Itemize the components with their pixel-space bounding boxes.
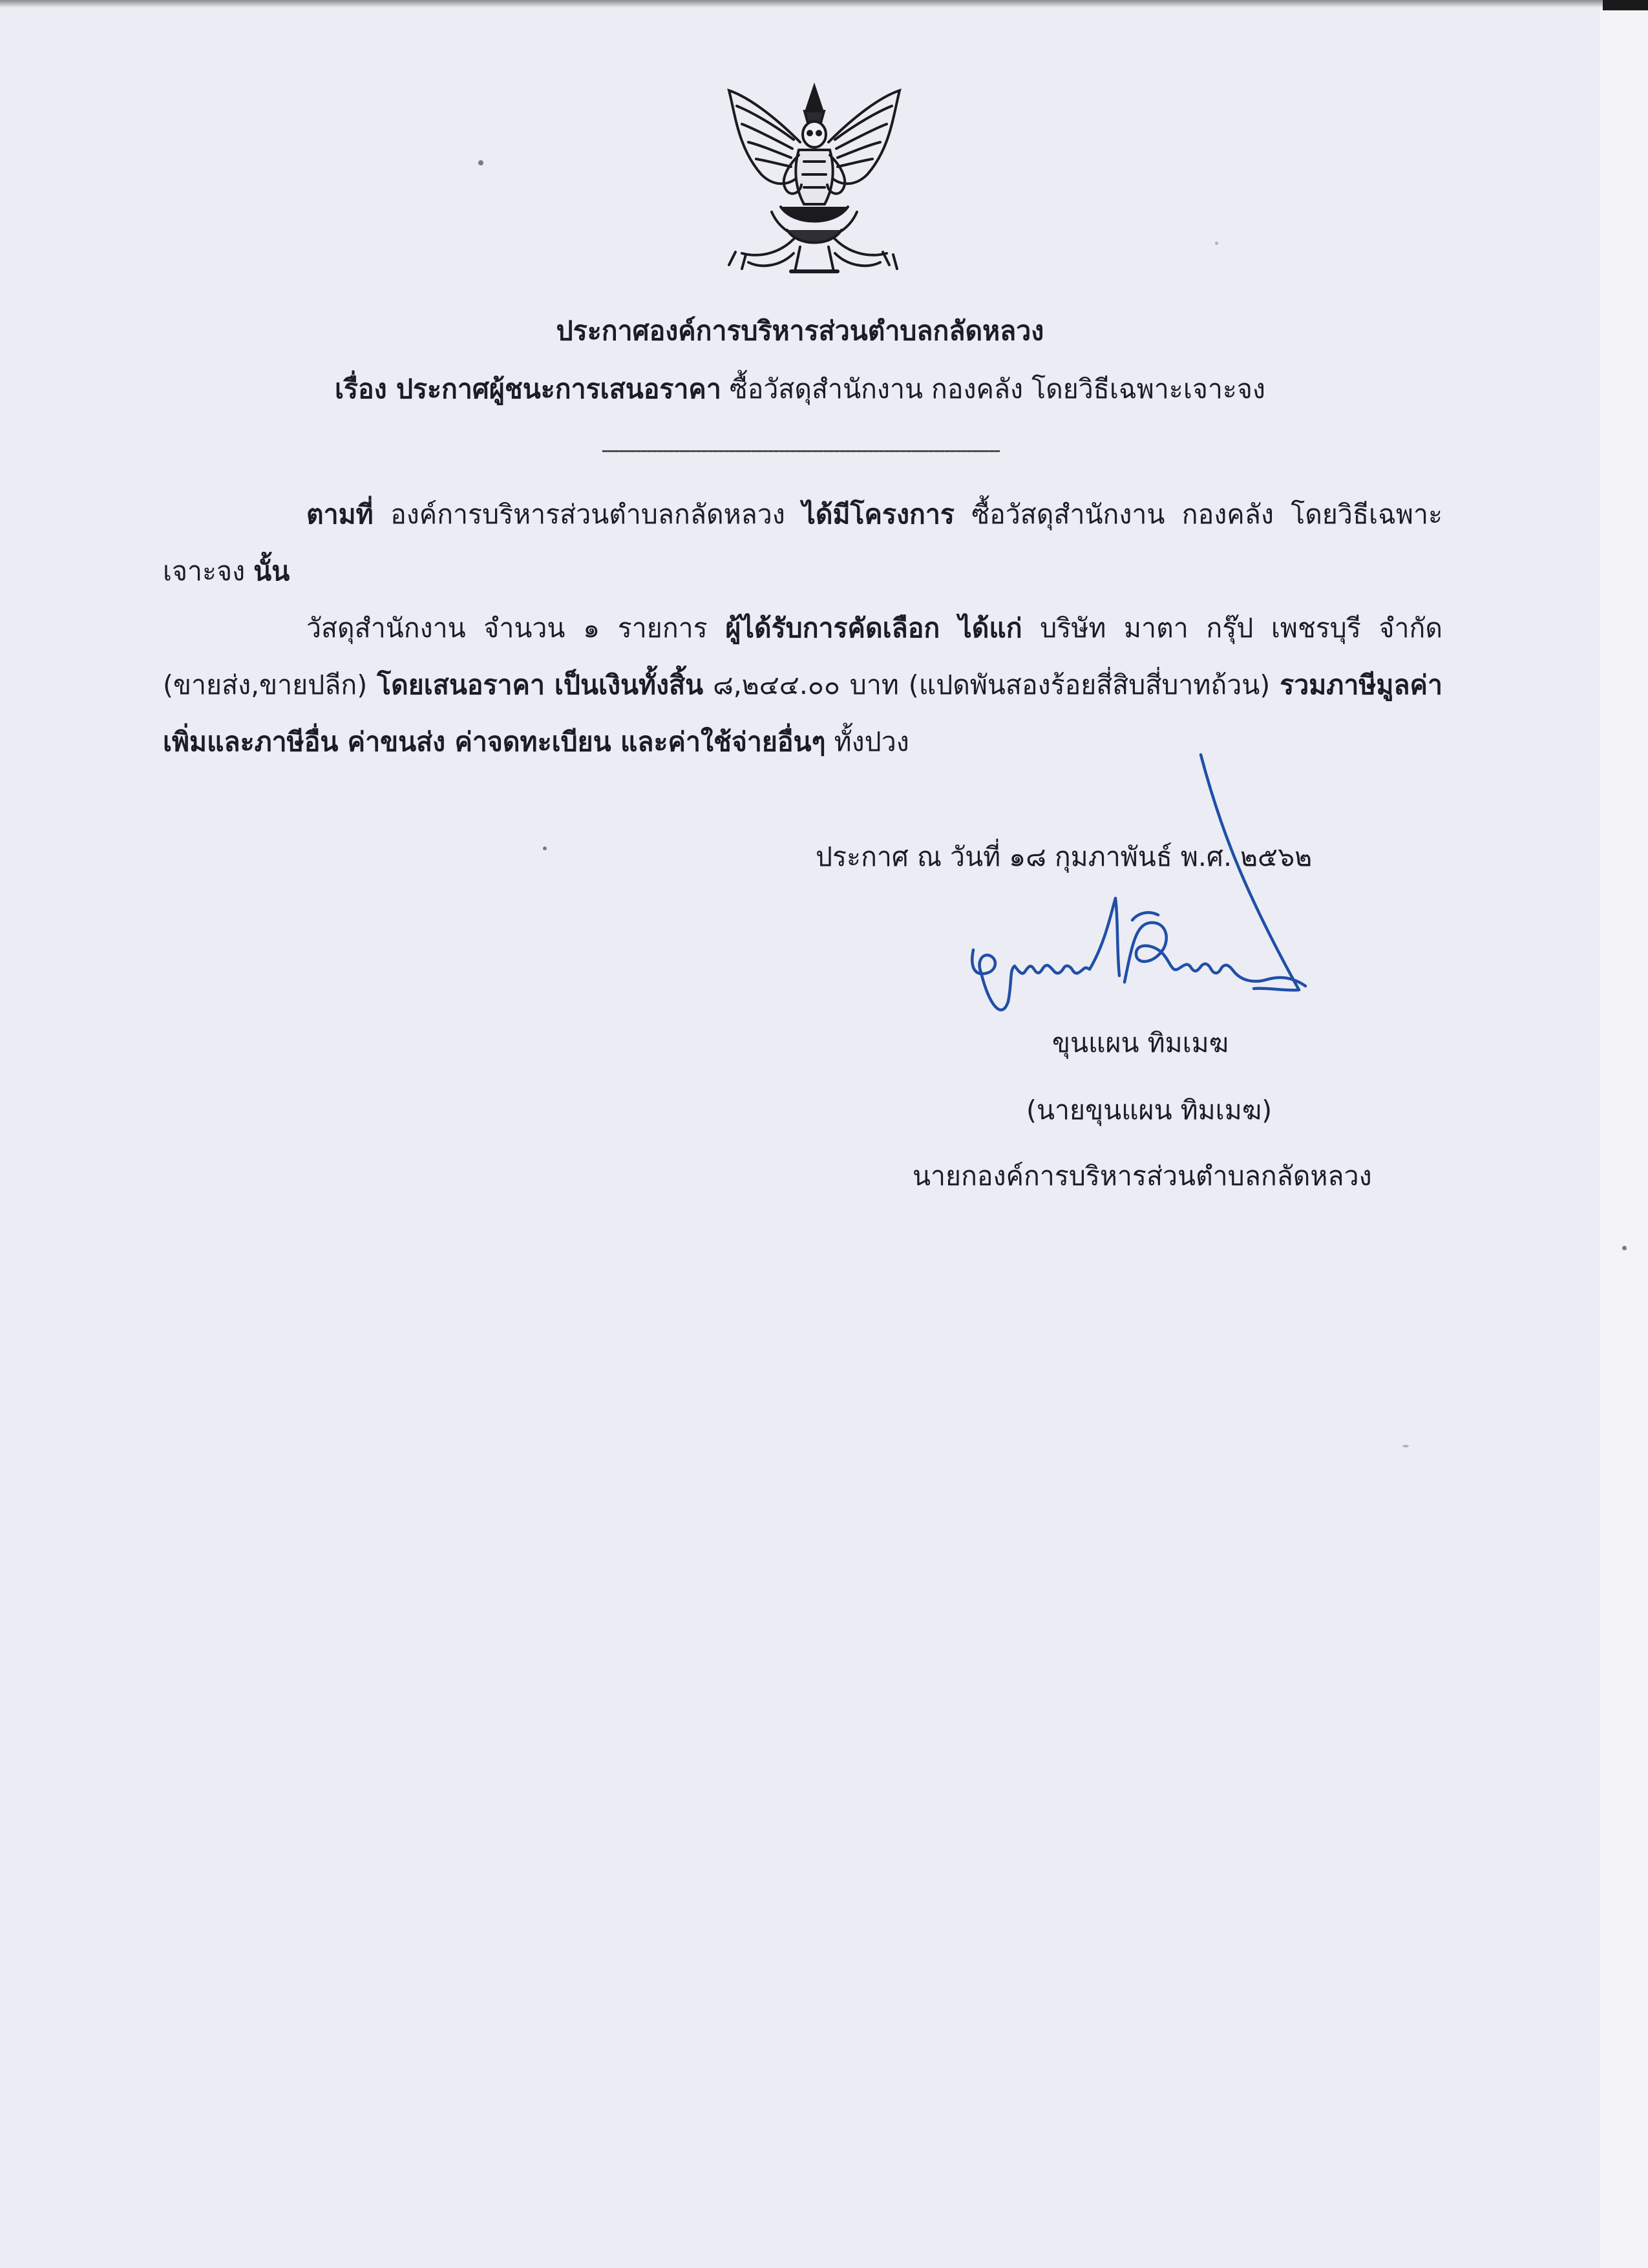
signatory-full-name: (นายขุนแผน ทิมเมฆ)	[1026, 1095, 1273, 1126]
para1-lead: ตามที่	[306, 499, 374, 530]
scan-shadow	[0, 0, 1648, 8]
page-edge	[1600, 0, 1648, 2268]
garuda-emblem-icon	[710, 78, 919, 291]
scan-speck	[1402, 1445, 1409, 1447]
para1-project: ซื้อวัสดุสำนักงาน กองคลัง โดยวิธีเฉพาะเจาะจง	[163, 499, 1442, 587]
paragraph-project	[163, 486, 1442, 600]
para1-has-project: ได้มีโครงการ	[802, 499, 955, 530]
date-label: ประกาศ ณ วันที่	[816, 841, 1001, 872]
subject-label: เรื่อง ประกาศผู้ชนะการเสนอราคา	[335, 373, 721, 404]
para2-tax-label: รวมภาษีมูลค่าเพิ่มและภาษีอื่น ค่าขนส่ง ค่าจดทะเบียน และค่าใช้จ่ายอื่นๆ	[163, 669, 1442, 757]
para2-amount: ๘,๒๔๔.๐๐ บาท (แปดพันสองร้อยสี่สิบสี่บาทถ้วน)	[713, 669, 1271, 700]
para2-end: ทั้งปวง	[834, 726, 909, 757]
para2-selected-label: ผู้ได้รับการคัดเลือก ได้แก่	[725, 613, 1022, 644]
para1-org: องค์การบริหารส่วนตำบลกลัดหลวง	[390, 499, 785, 530]
handwritten-signature	[963, 750, 1325, 1021]
para2-vendor: บริษัท มาตา กรุ๊ป เพชรบุรี จำกัด (ขายส่ง,ขายปลีก)	[163, 613, 1442, 700]
signatory-position: นายกองค์การบริหารส่วนตำบลกลัดหลวง	[913, 1160, 1372, 1192]
scan-speck	[1215, 242, 1218, 245]
signatory-name: ขุนแผน ทิมเมฆ	[1052, 1027, 1229, 1058]
divider-line: ------------------------------------------------------------------------	[601, 437, 999, 462]
para2-item: วัสดุสำนักงาน จำนวน ๑ รายการ	[306, 613, 708, 644]
scan-corner	[1603, 0, 1648, 10]
scan-speck	[478, 160, 483, 165]
para1-end: นั้น	[253, 556, 290, 587]
para2-offer-label: โดยเสนอราคา	[377, 669, 545, 700]
date-value: ๑๘ กุมภาพันธ์ พ.ศ. ๒๕๖๒	[1009, 841, 1313, 872]
para2-total-label: เป็นเงินทั้งสิ้น	[554, 669, 704, 700]
scan-speck	[543, 846, 547, 850]
subject-text: ซื้อวัสดุสำนักงาน กองคลัง โดยวิธีเฉพาะเจาะจง	[729, 373, 1265, 404]
announcement-title: ประกาศองค์การบริหารส่วนตำบลกลัดหลวง	[556, 315, 1044, 346]
announcement-subject	[0, 370, 1600, 408]
scan-speck	[1622, 1246, 1627, 1250]
paragraph-winner	[163, 600, 1442, 770]
